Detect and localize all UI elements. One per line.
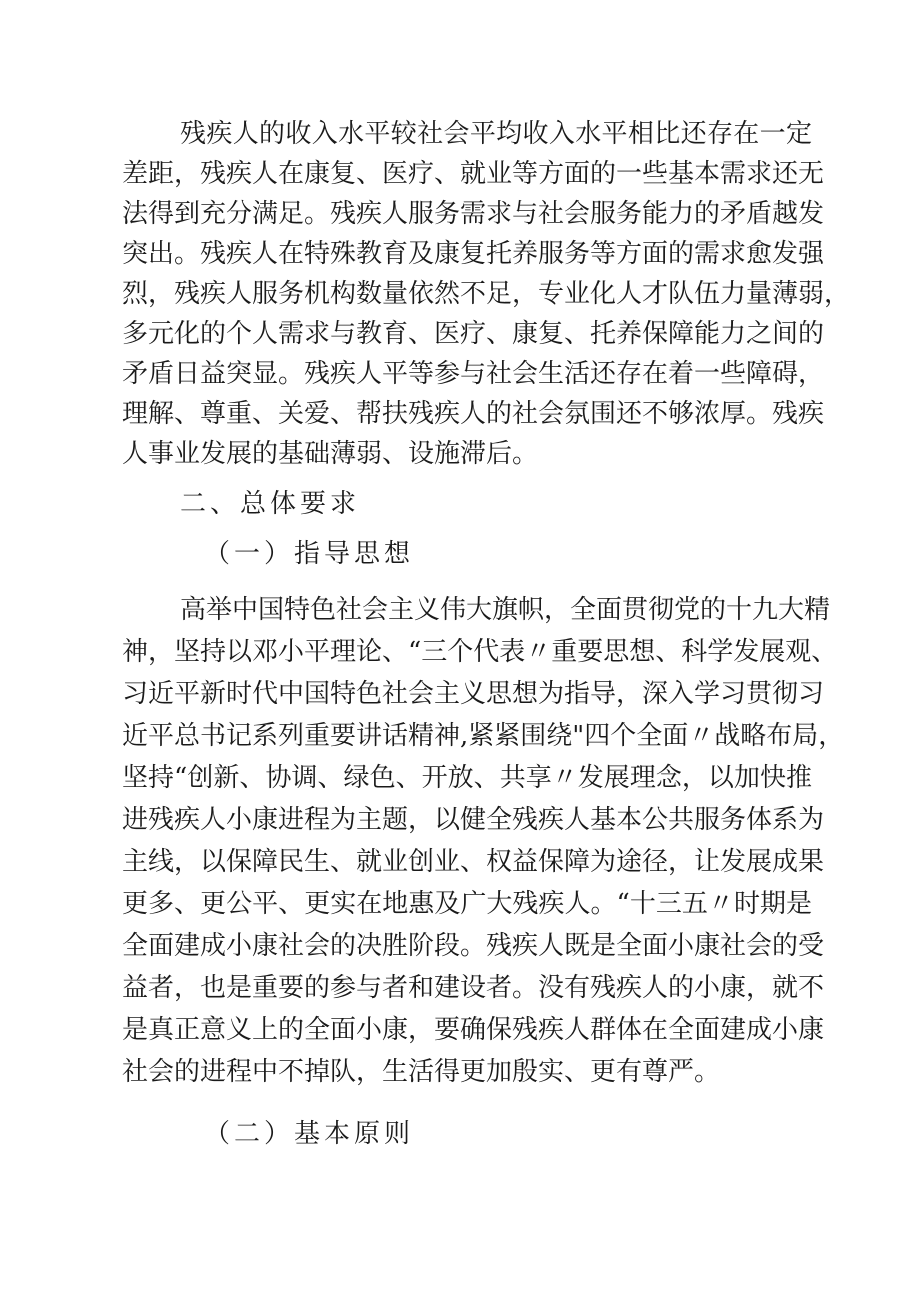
paragraph-1-line-1: 残疾人的收入水平较社会平均收入水平相比还存在一定 [180,119,812,149]
paragraph-1-line-9: 人事业发展的基础薄弱、设施滞后。 [122,439,539,469]
paragraph-1-line-5: 烈，残疾人服务机构数量依然不足，专业化人才队伍力量薄弱， [122,279,851,309]
paragraph-1-line-3: 法得到充分满足。残疾人服务需求与社会服务能力的矛盾越发 [122,199,825,229]
paragraph-2-line-5: 坚持“创新、协调、绿色、开放、共享〃发展理念，以加快推 [122,763,812,793]
paragraph-1-line-4: 突出。残疾人在特殊教育及康复托养服务等方面的需求愈发强 [122,239,825,269]
paragraph-2-line-1: 高举中国特色社会主义伟大旗帜，全面贯彻党的十九大精 [180,595,831,625]
paragraph-1-line-7: 矛盾日益突显。残疾人平等参与社会生活还存在着一些障碍， [122,359,825,389]
paragraph-2-line-3: 习近平新时代中国特色社会主义思想为指导，深入学习贯彻习 [122,679,825,709]
paragraph-2-line-6: 进残疾人小康进程为主题，以健全残疾人基本公共服务体系为 [122,805,825,835]
paragraph-1-line-2: 差距，残疾人在康复、医疗、就业等方面的一些基本需求还无 [122,159,825,189]
paragraph-2-line-2: 神，坚持以邓小平理论、“三个代表〃重要思想、科学发展观、 [122,637,838,667]
paragraph-2-line-7: 主线，以保障民生、就业创业、权益保障为途径，让发展成果 [122,847,825,877]
paragraph-2-line-4: 近平总书记系列重要讲话精神,紧紧围绕"四个全面〃战略布局， [122,721,845,751]
paragraph-1-line-6: 多元化的个人需求与教育、医疗、康复、托养保障能力之间的 [122,319,825,349]
paragraph-2-line-11: 是真正意义上的全面小康，要确保残疾人群体在全面建成小康 [122,1015,825,1045]
paragraph-2-line-10: 益者，也是重要的参与者和建设者。没有残疾人的小康，就不 [122,973,825,1003]
paragraph-2-line-9: 全面建成小康社会的决胜阶段。残疾人既是全面小康社会的受 [122,931,825,961]
subsection-heading-guiding-ideology: （一）指导思想 [204,539,415,569]
subsection-heading-basic-principles: （二）基本原则 [204,1119,415,1149]
paragraph-2-line-8: 更多、更公平、更实在地惠及广大残疾人。“十三五〃时期是 [122,889,812,919]
section-heading: 二、总体要求 [180,489,361,519]
paragraph-1-line-8: 理解、尊重、关爱、帮扶残疾人的社会氛围还不够浓厚。残疾 [122,399,825,429]
paragraph-2-line-12: 社会的进程中不掉队，生活得更加殷实、更有尊严。 [122,1057,721,1087]
